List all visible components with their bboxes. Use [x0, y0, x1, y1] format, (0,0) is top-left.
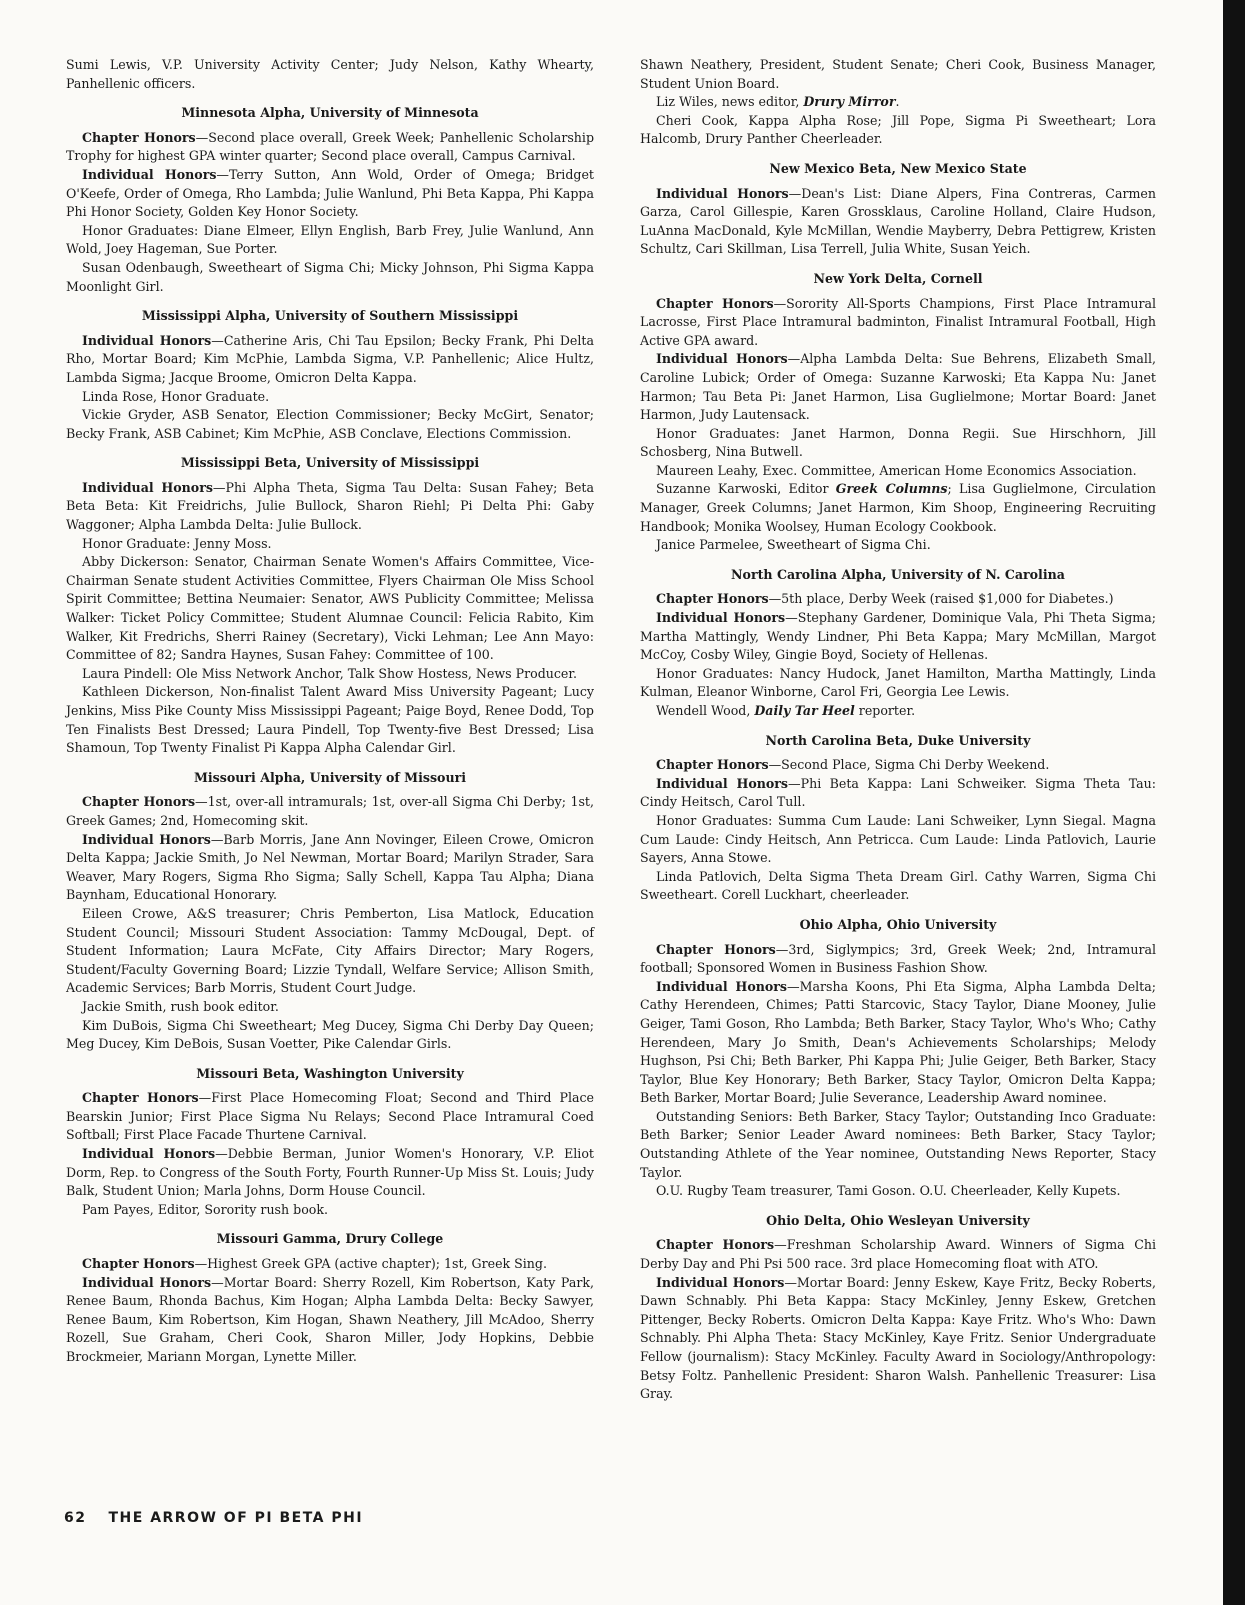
paragraph-text: —Catherine Aris, Chi Tau Epsilon; Becky Frank, Phi Delta Rho, Mortar Board; Kim McPhie, Lambda Sigma, V.P. Panhellenic; Alice Hultz, Lambda Sigma; Jacque Broome, Omicron Delta Kappa.: [66, 332, 594, 385]
paragraph: [640, 941, 1156, 978]
honors-label: Chapter Honors: [656, 591, 769, 607]
paragraph-text: —5th place, Derby Week (raised $1,000 for Diabetes.): [768, 591, 1114, 607]
publication-name: Daily Tar Heel: [754, 703, 855, 718]
paragraph-text: Linda Patlovich, Delta Sigma Theta Dream Girl. Cathy Warren, Sigma Chi Sweetheart. Corell Luckhart, cheerleader.: [640, 868, 1156, 903]
paragraph-text: —Highest Greek GPA (active chapter); 1st, Greek Sing.: [194, 1256, 547, 1272]
publication-name: Drury Mirror: [803, 94, 896, 110]
paragraph-text: Susan Odenbaugh, Sweetheart of Sigma Chi; Micky Johnson, Phi Sigma Kappa Moonlight Girl.: [66, 259, 594, 294]
paragraph-text: Honor Graduates: Summa Cum Laude: Lani Schweiker, Lynn Siegal. Magna Cum Laude: Cindy Heitsch, Ann Petricca. Cum Laude: Linda Patlovich, Laurie Sayers, Anna Stowe.: [640, 812, 1156, 866]
paragraph-text: Sumi Lewis, V.P. University Activity Center; Judy Nelson, Kathy Whearty, Panhellenic officers.: [66, 57, 594, 91]
paragraph: [640, 868, 1156, 905]
paragraph-text: Outstanding Seniors: Beth Barker, Stacy Taylor; Outstanding Inco Graduate: Beth Barker; Senior Leader Award nominees: Beth Barker, Stacy Taylor; Outstanding Athlete of the Year nominee, Outstanding News Reporter, Stacy Taylor.: [640, 1108, 1156, 1180]
chapter-heading: Missouri Beta, Washington University: [196, 1065, 464, 1081]
paragraph: [66, 1089, 594, 1145]
paragraph: [640, 1182, 1156, 1201]
paragraph: [640, 775, 1156, 812]
right-column: [640, 56, 1156, 1404]
paragraph: [66, 535, 594, 554]
chapter-heading: Mississippi Alpha, University of Southern Mississippi: [141, 308, 519, 324]
paragraph-text: —Freshman Scholarship Award. Winners of Sigma Chi Derby Day and Phi Psi 500 race. 3rd place Homecoming float with ATO.: [640, 1237, 1156, 1272]
honors-label: Chapter Honors: [656, 1237, 775, 1253]
paragraph: [66, 1017, 594, 1054]
chapter-heading: Missouri Gamma, Drury College: [216, 1231, 444, 1247]
honors-label: Individual Honors: [82, 831, 211, 847]
honors-label: Individual Honors: [656, 610, 786, 626]
paragraph-text: —Terry Sutton, Ann Wold, Order of Omega; Bridget O'Keefe, Order of Omega, Rho Lambda; Julie Wanlund, Phi Beta Kappa, Phi Kappa Phi Honor Society, Golden Key Honor Society.: [66, 166, 594, 220]
paragraph-text: —Debbie Berman, Junior Women's Honorary, V.P. Eliot Dorm, Rep. to Congress of the South Forty, Fourth Runner-Up Miss St. Louis; Judy Balk, Student Union; Marla Johns, Dorm House Council.: [66, 1146, 594, 1199]
page-edge-shadow: [1223, 0, 1245, 1605]
paragraph: [66, 56, 594, 93]
paragraph-text: —Barb Morris, Jane Ann Novinger, Eileen Crowe, Omicron Delta Kappa; Jackie Smith, Jo Nel Newman, Mortar Board; Marilyn Strader, Sara Weaver, Mary Rogers, Sigma Rho Sigma; Sally Schell, Kappa Tau Alpha; Diana Baynham, Educational Honorary.: [66, 831, 594, 903]
chapter-heading: Minnesota Alpha, University of Minnesota: [181, 105, 479, 121]
paragraph: [640, 56, 1156, 93]
paragraph: [66, 793, 594, 830]
paragraph: [66, 905, 594, 998]
paragraph: [66, 479, 594, 535]
paragraph-text: —Phi Alpha Theta, Sigma Tau Delta: Susan Fahey; Beta Beta Beta: Kit Freidrichs, Julie Bullock, Sharon Riehl; Pi Delta Phi: Gaby Waggoner; Alpha Lambda Delta: Julie Bullock.: [66, 479, 594, 533]
honors-label: Chapter Honors: [82, 1090, 199, 1106]
paragraph: [640, 425, 1156, 462]
chapter-heading: New Mexico Beta, New Mexico State: [769, 160, 1027, 176]
honors-label: Individual Honors: [82, 1146, 216, 1162]
paragraph-text: Abby Dickerson: Senator, Chairman Senate Women's Affairs Committee, Vice-Chairman Senate student Activities Committee, Flyers Chairman Ole Miss School Spirit Committee; Bettina Neumaier: Senator, AWS Publicity Committee; Melissa Walker: Ticket Policy Committee; Student Alumnae Council: Felicia Rabito, Kim Walker, Kit Fredrichs, Sherri Rainey (Secretary), Vicki Lehman; Lee Ann Mayo: Committee of 82; Sandra Haynes, Susan Fahey: Committee of 100.: [66, 554, 594, 663]
paragraph-text: Pam Payes, Editor, Sorority rush book.: [82, 1201, 328, 1217]
paragraph-text: —Mortar Board: Jenny Eskew, Kaye Fritz, Becky Roberts, Dawn Schnably. Phi Beta Kappa: Stacy McKinley, Jenny Eskew, Gretchen Pittenger, Becky Roberts. Omicron Delta Kappa: Kaye Fritz. Who's Who: Dawn Schnably. Phi Alpha Theta: Stacy McKinley, Kaye Fritz. Senior Undergraduate Fellow (journalism): Stacy McKinley. Faculty Award in Sociology/Anthropology: Betsy Foltz. Panhellenic President: Sharon Walsh. Panhellenic Treasurer: Lisa Gray.: [640, 1274, 1156, 1402]
page-footer: [64, 1510, 363, 1526]
paragraph-text: Wendell Wood,: [656, 703, 755, 718]
paragraph: [66, 1274, 594, 1367]
paragraph-text-after: ; Lisa Guglielmone, Circulation Manager, Greek Columns; Janet Harmon, Kim Shoop, Engineering Recruiting Handbook; Monika Woolsey, Human Ecology Cookbook.: [640, 481, 1157, 534]
paragraph-text: —Sorority All-Sports Champions, First Place Intramural Lacrosse, First Place Intramural badminton, Finalist Intramural Football, High Active GPA award.: [640, 295, 1156, 348]
chapter-heading: New York Delta, Cornell: [813, 270, 983, 286]
paragraph-text: —Stephany Gardener, Dominique Vala, Phi Theta Sigma; Martha Mattingly, Wendy Lindner, Phi Beta Kappa; Mary McMillan, Margot McCoy, Cosby Wiley, Gingie Boyd, Society of Hellenas.: [640, 610, 1156, 663]
paragraph-text: Maureen Leahy, Exec. Committee, American Home Economics Association.: [656, 462, 1137, 478]
paragraph: [640, 978, 1156, 1108]
honors-label: Individual Honors: [656, 351, 788, 367]
honors-label: Chapter Honors: [82, 129, 196, 145]
paragraph: [640, 350, 1156, 424]
chapter-heading: North Carolina Alpha, University of N. Carolina: [731, 566, 1065, 582]
paragraph: [640, 295, 1156, 351]
paragraph-text: O.U. Rugby Team treasurer, Tami Goson. O.U. Cheerleader, Kelly Kupets.: [656, 1183, 1121, 1199]
honors-label: Individual Honors: [656, 978, 788, 994]
paragraph: [640, 1274, 1156, 1404]
paragraph-text: —1st, over-all intramurals; 1st, over-all Sigma Chi Derby; 1st, Greek Games; 2nd, Homecoming skit.: [66, 794, 594, 828]
honors-label: Chapter Honors: [656, 941, 776, 957]
honors-label: Individual Honors: [82, 479, 213, 495]
paragraph: [640, 1108, 1156, 1182]
page-number: 62: [64, 1510, 87, 1526]
paragraph: [66, 259, 594, 296]
paragraph: [66, 222, 594, 259]
paragraph: [640, 756, 1156, 775]
paragraph: [66, 683, 594, 757]
honors-label: Individual Honors: [656, 1274, 785, 1290]
paragraph: [66, 332, 594, 388]
paragraph-text: —Dean's List: Diane Alpers, Fina Contreras, Carmen Garza, Carol Gillespie, Karen Grossklaus, Caroline Holland, Claire Hudson, LuAnna MacDonald, Kyle McMillan, Wendie Mayberry, Debra Pettigrew, Kristen Schultz, Cari Skillman, Lisa Terrell, Julia White, Susan Yeich.: [640, 185, 1156, 257]
paragraph-text: Janice Parmelee, Sweetheart of Sigma Chi.: [656, 537, 931, 553]
paragraph-text: Honor Graduates: Diane Elmeer, Ellyn English, Barb Frey, Julie Wanlund, Ann Wold, Joey Hageman, Sue Porter.: [66, 222, 594, 257]
chapter-heading: North Carolina Beta, Duke University: [765, 732, 1031, 748]
paragraph: [66, 831, 594, 905]
paragraph: [640, 536, 1156, 555]
paragraph-text: Suzanne Karwoski, Editor: [656, 481, 836, 497]
paragraph-text: Eileen Crowe, A&S treasurer; Chris Pemberton, Lisa Matlock, Education Student Council; Missouri Student Association: Tammy McDougal, Dept. of Student Information; Laura McFate, City Affairs Director; Mary Rogers, Student/Faculty Governing Board; Lizzie Tyndall, Welfare Service; Allison Smith, Academic Services; Barb Morris, Student Court Judge.: [66, 905, 594, 996]
paragraph-text: —Second place overall, Greek Week; Panhellenic Scholarship Trophy for highest GPA winter quarter; Second place overall, Campus Carnival.: [66, 129, 595, 164]
paragraph: [640, 812, 1156, 868]
paragraph: [640, 112, 1156, 149]
paragraph: [66, 406, 594, 443]
paragraph-text: Honor Graduate: Jenny Moss.: [82, 535, 272, 551]
honors-label: Individual Honors: [82, 332, 212, 348]
paragraph: [66, 1145, 594, 1201]
paragraph-text: —3rd, Siglympics; 3rd, Greek Week; 2nd, Intramural football; Sponsored Women in Business Fashion Show.: [640, 941, 1156, 976]
paragraph: [66, 553, 594, 665]
paragraph-text-after: .: [895, 94, 900, 110]
chapter-heading: Missouri Alpha, University of Missouri: [193, 769, 467, 785]
chapter-heading: Ohio Alpha, Ohio University: [799, 916, 997, 932]
paragraph: [640, 462, 1156, 481]
paragraph: [66, 388, 594, 407]
paragraph-text: Jackie Smith, rush book editor.: [82, 998, 279, 1014]
paragraph-text: Honor Graduates: Janet Harmon, Donna Regii. Sue Hirschhorn, Jill Schosberg, Nina Butwell.: [640, 425, 1156, 460]
paragraph: [640, 185, 1156, 259]
honors-label: Chapter Honors: [656, 757, 769, 773]
honors-label: Chapter Honors: [656, 295, 774, 311]
paragraph: [640, 702, 1156, 721]
paragraph: [640, 93, 1156, 112]
paragraph-text: Kim DuBois, Sigma Chi Sweetheart; Meg Ducey, Sigma Chi Derby Day Queen; Meg Ducey, Kim DeBois, Susan Voetter, Pike Calendar Girls.: [66, 1017, 594, 1052]
chapter-heading: Ohio Delta, Ohio Wesleyan University: [766, 1212, 1030, 1228]
paragraph-text: Honor Graduates: Nancy Hudock, Janet Hamilton, Martha Mattingly, Linda Kulman, Eleanor Winborne, Carol Fri, Georgia Lee Lewis.: [640, 665, 1156, 700]
paragraph: [640, 590, 1156, 609]
paragraph-text: Cheri Cook, Kappa Alpha Rose; Jill Pope, Sigma Pi Sweetheart; Lora Halcomb, Drury Panther Cheerleader.: [640, 112, 1156, 147]
paragraph-text: Laura Pindell: Ole Miss Network Anchor, Talk Show Hostess, News Producer.: [82, 665, 578, 681]
publication-name: Greek Columns: [835, 481, 948, 497]
paragraph: [66, 166, 594, 222]
paragraph-text: Liz Wiles, news editor,: [656, 94, 804, 110]
paragraph-text: Shawn Neathery, President, Student Senate; Cheri Cook, Business Manager, Student Union Board.: [640, 57, 1156, 91]
paragraph: [66, 1201, 594, 1220]
paragraph-text: —Second Place, Sigma Chi Derby Weekend.: [768, 757, 1050, 773]
left-column: [66, 56, 594, 1367]
paragraph-text: —Phi Beta Kappa: Lani Schweiker. Sigma Theta Tau: Cindy Heitsch, Carol Tull.: [640, 775, 1156, 810]
paragraph: [640, 609, 1156, 665]
paragraph-text: Linda Rose, Honor Graduate.: [82, 388, 270, 404]
paragraph: [66, 665, 594, 684]
paragraph-text-after: reporter.: [854, 703, 916, 718]
paragraph: [640, 1236, 1156, 1273]
honors-label: Individual Honors: [656, 185, 789, 201]
publication-title: THE ARROW OF PI BETA PHI: [108, 1510, 364, 1526]
paragraph-text: —Mortar Board: Sherry Rozell, Kim Robertson, Katy Park, Renee Baum, Rhonda Bachus, Kim Hogan; Alpha Lambda Delta: Becky Sawyer, Renee Baum, Kim Robertson, Kim Hogan, Shawn Neathery, Jill McAdoo, Sherry Rozell, Sue Graham, Cheri Cook, Sharon Miller, Jody Hopkins, Debbie Brockmeier, Mariann Morgan, Lynette Miller.: [66, 1274, 594, 1364]
paragraph-text: —Marsha Koons, Phi Eta Sigma, Alpha Lambda Delta; Cathy Herendeen, Chimes; Patti Starcovic, Stacy Taylor, Diane Mooney, Julie Geiger, Tami Goson, Rho Lambda; Beth Barker, Stacy Taylor, Who's Who; Cathy Herendeen, Mary Jo Smith, Dean's Achievements Scholarships; Melody Hughson, Psi Chi; Beth Barker, Phi Kappa Phi; Julie Geiger, Beth Barker, Stacy Taylor, Blue Key Honorary; Beth Barker, Stacy Taylor, Omicron Delta Kappa; Beth Barker, Mortar Board; Julie Severance, Leadership Award nominee.: [640, 978, 1156, 1106]
honors-label: Individual Honors: [82, 166, 217, 182]
honors-label: Chapter Honors: [82, 794, 196, 810]
honors-label: Individual Honors: [656, 775, 789, 791]
paragraph: [66, 998, 594, 1017]
paragraph: [66, 129, 594, 166]
paragraph-text: —Alpha Lambda Delta: Sue Behrens, Elizabeth Small, Caroline Lubick; Order of Omega: Suzanne Karwoski; Eta Kappa Nu: Janet Harmon; Tau Beta Pi: Janet Harmon, Lisa Guglielmone; Mortar Board: Janet Harmon, Judy Lautensack.: [640, 351, 1156, 423]
paragraph: [640, 665, 1156, 702]
paragraph-text: Vickie Gryder, ASB Senator, Election Commissioner; Becky McGirt, Senator; Becky Frank, ASB Cabinet; Kim McPhie, ASB Conclave, Elections Commission.: [66, 407, 594, 441]
chapter-heading: Mississippi Beta, University of Mississippi: [180, 455, 480, 471]
paragraph-text: —First Place Homecoming Float; Second and Third Place Bearskin Junior; First Place Sigma Nu Relays; Second Place Intramural Coed Softball; First Place Facade Thurtene Carnival.: [66, 1090, 594, 1143]
paragraph: [640, 480, 1156, 536]
honors-label: Chapter Honors: [82, 1256, 195, 1272]
paragraph-text: Kathleen Dickerson, Non-finalist Talent Award Miss University Pageant; Lucy Jenkins, Miss Pike County Miss Mississippi Pageant; Paige Boyd, Renee Dodd, Top Ten Finalists Best Dressed; Laura Pindell, Top Twenty-five Best Dressed; Lisa Shamoun, Top Twenty Finalist Pi Kappa Alpha Calendar Girl.: [66, 684, 594, 756]
paragraph: [66, 1255, 594, 1274]
honors-label: Individual Honors: [82, 1274, 212, 1290]
